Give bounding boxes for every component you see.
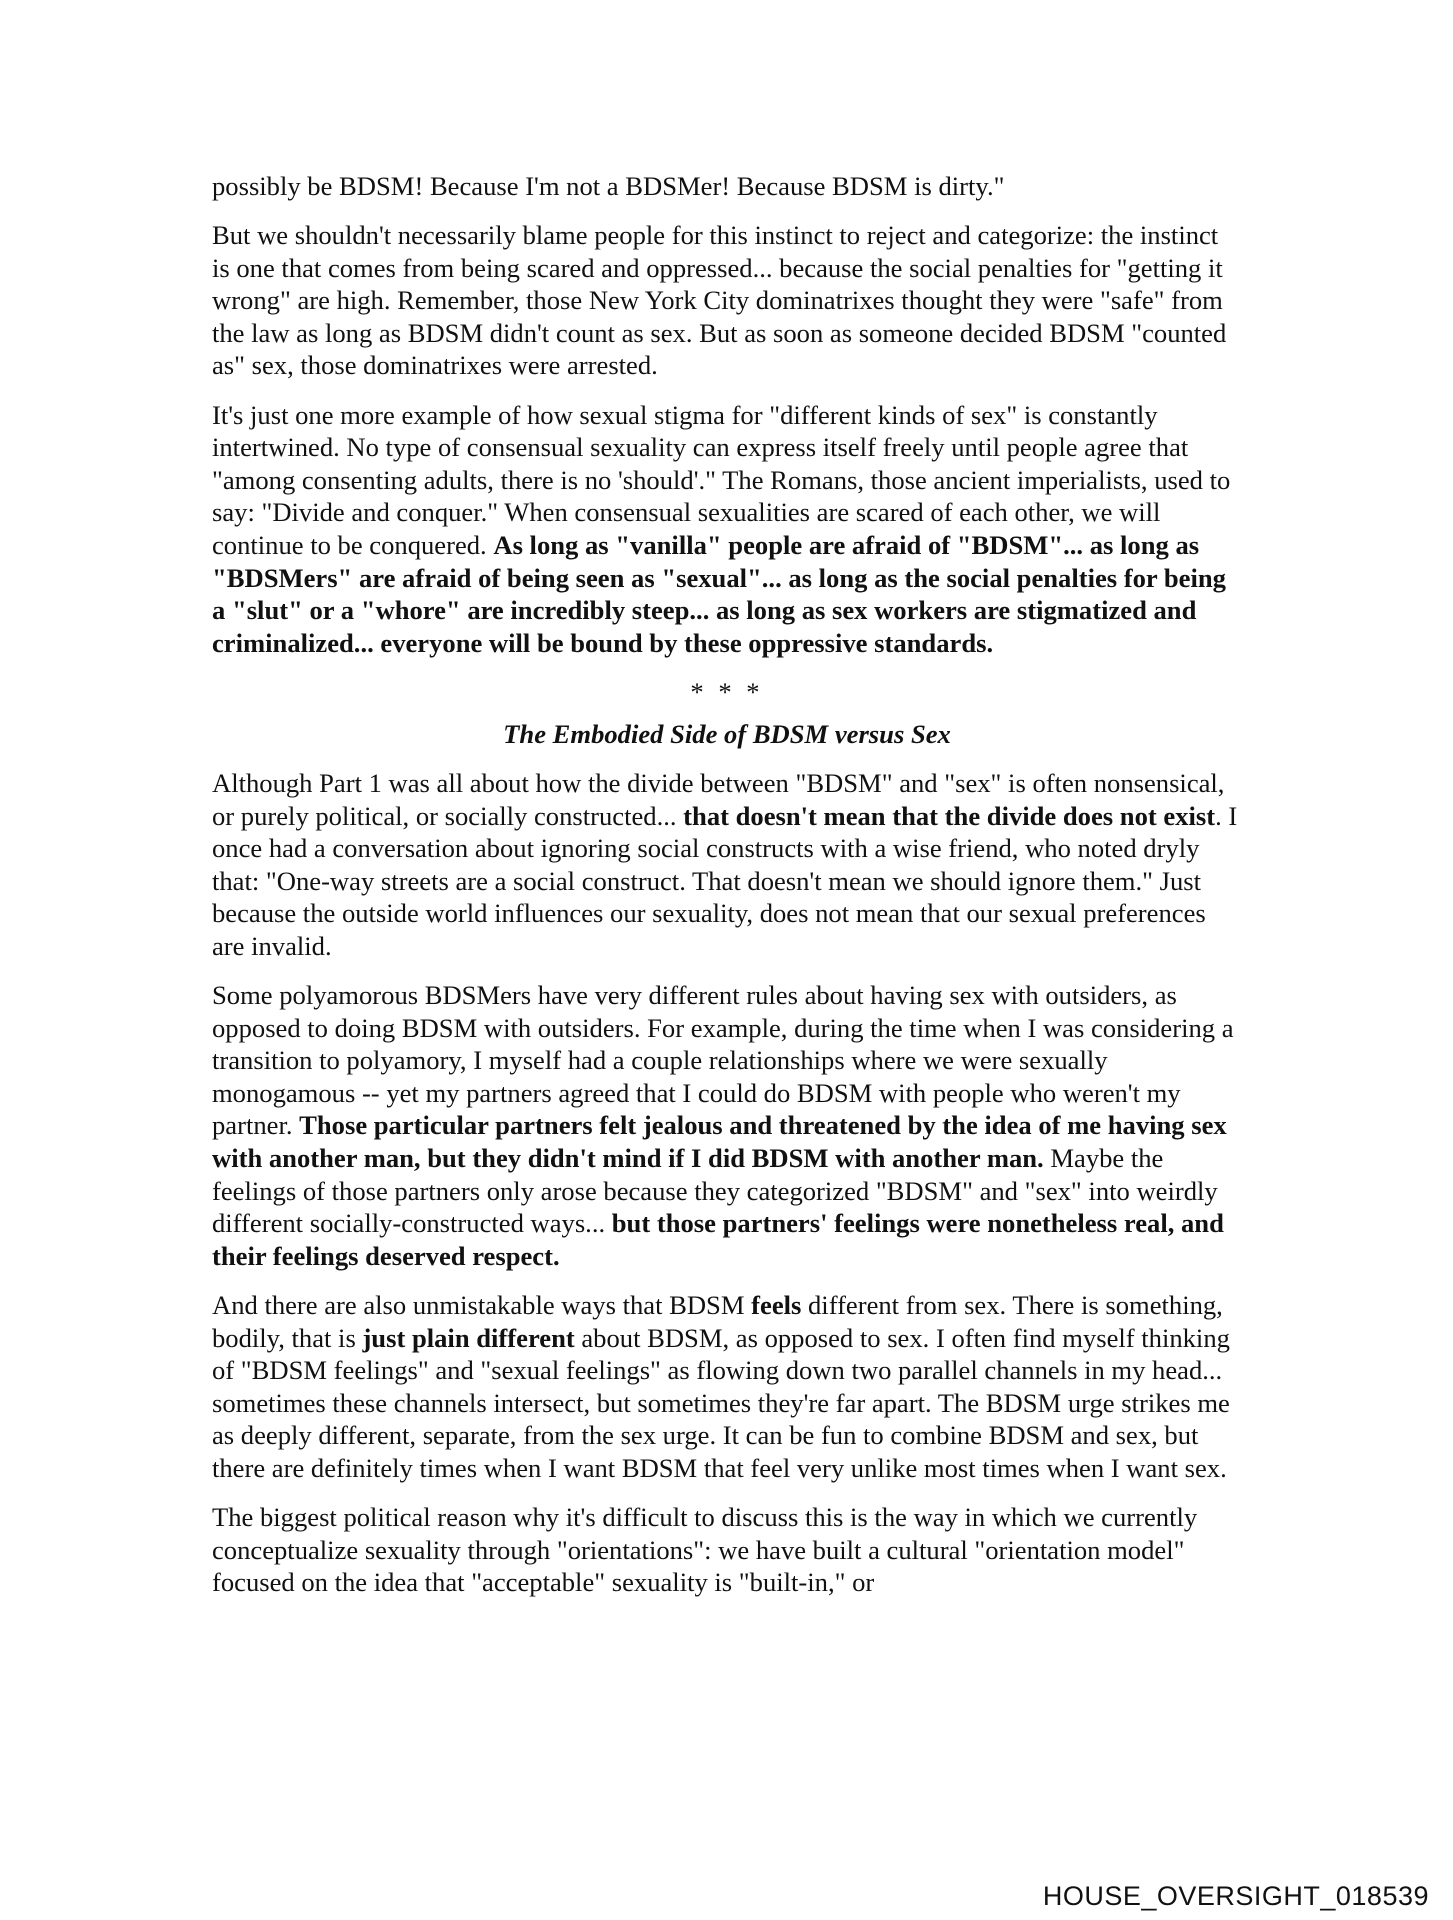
paragraph-p3 — [212, 399, 1242, 660]
text-segment: different from sex. There is something, bodily, that is — [212, 1289, 1223, 1353]
text-segment: possibly be BDSM! Because I'm not a BDSMer! Because BDSM is dirty." — [212, 171, 1005, 201]
bold-text-segment: feels — [751, 1289, 802, 1320]
text-segment: And there are also unmistakable ways that BDSM — [212, 1289, 752, 1320]
text-segment: The biggest political reason why it's difficult to discuss this is the way in which we currently conceptualize sexuality through "orientations": we have built a cultural "orientation model" focused on the idea that "acceptable" sexuality is "built-in," or — [212, 1501, 1198, 1598]
paragraph-p7 — [212, 1501, 1242, 1599]
bold-text-segment: As long as "vanilla" people are afraid of "BDSM"... as long as "BDSMers" are afraid of being seen as "sexual"... as long as the social penalties for being a "slut" or a "whore" are incredibly steep... as long as sex workers are stigmatized and criminalized... everyone will be bound by these oppressive standards. — [212, 529, 1226, 658]
paragraph-p6 — [212, 1289, 1242, 1485]
bold-text-segment: Those particular partners felt jealous and threatened by the idea of me having sex with another man, but they didn't mind if I did BDSM with another man. — [212, 1110, 1227, 1174]
paragraph-p2 — [212, 219, 1242, 382]
bold-text-segment: just plain different — [362, 1322, 575, 1353]
text-segment: Maybe the feelings of those partners only arose because they categorized "BDSM" and "sex" into weirdly different socially-constructed ways... — [212, 1143, 1218, 1239]
body-text-part-1 — [212, 170, 1242, 659]
section-heading: The Embodied Side of BDSM versus Sex — [503, 719, 951, 750]
document-page — [212, 170, 1242, 1615]
paragraph-p4 — [212, 767, 1242, 963]
text-segment: . I once had a conversation about ignoring social constructs with a wise friend, who noted dryly that: "One-way streets are a social construct. That doesn't mean we should ignore them." Just because the outside world influences our sexuality, does not mean that our sexual preferences are invalid. — [212, 800, 1238, 961]
body-text-part-2 — [212, 767, 1242, 1599]
text-segment: But we shouldn't necessarily blame people for this instinct to reject and categorize: the instinct is one that comes from being scared and oppressed... because the social penalties for "getting it wrong" are high. Remember, those New York City dominatrixes thought they were "safe" from the law as long as BDSM didn't count as sex. But as soon as someone decided BDSM "counted as" sex, those dominatrixes were arrested. — [212, 220, 1227, 381]
text-segment: Although Part 1 was all about how the divide between "BDSM" and "sex" is often nonsensical, or purely political, or socially constructed... — [212, 768, 1225, 831]
text-segment: It's just one more example of how sexual stigma for "different kinds of sex" is constantly intertwined. No type of consensual sexuality can express itself freely until people agree that "among consenting adults, there is no 'should'." The Romans, those ancient imperialists, used to say: "Divide and conquer." When consensual sexualities are scared of each other, we will continue to be conquered. — [212, 399, 1231, 560]
text-segment: Some polyamorous BDSMers have very different rules about having sex with outsiders, as opposed to doing BDSM with outsiders. For example, during the time when I was considering a transition to polyamory, I myself had a couple relationships where we were sexually monogamous -- yet my partners agreed that I could do BDSM with people who weren't my partner. — [212, 980, 1234, 1141]
text-segment: about BDSM, as opposed to sex. I often find myself thinking of "BDSM feelings" and "sexual feelings" as flowing down two parallel channels in my head... sometimes these channels intersect, but sometimes they're far apart. The BDSM urge strikes me as deeply different, separate, from the sex urge. It can be fun to combine BDSM and sex, but there are definitely times when I want BDSM that feel very unlike most times when I want sex. — [212, 1322, 1230, 1483]
bold-text-segment: but those partners' feelings were nonetheless real, and their feelings deserved respect. — [212, 1208, 1224, 1271]
bates-stamp: HOUSE_OVERSIGHT_018539 — [1042, 1881, 1429, 1911]
paragraph-p1 — [212, 170, 1242, 203]
bold-text-segment: that doesn't mean that the divide does not exist — [683, 800, 1216, 831]
section-separator: * * * — [690, 676, 764, 707]
paragraph-p5 — [212, 979, 1242, 1272]
